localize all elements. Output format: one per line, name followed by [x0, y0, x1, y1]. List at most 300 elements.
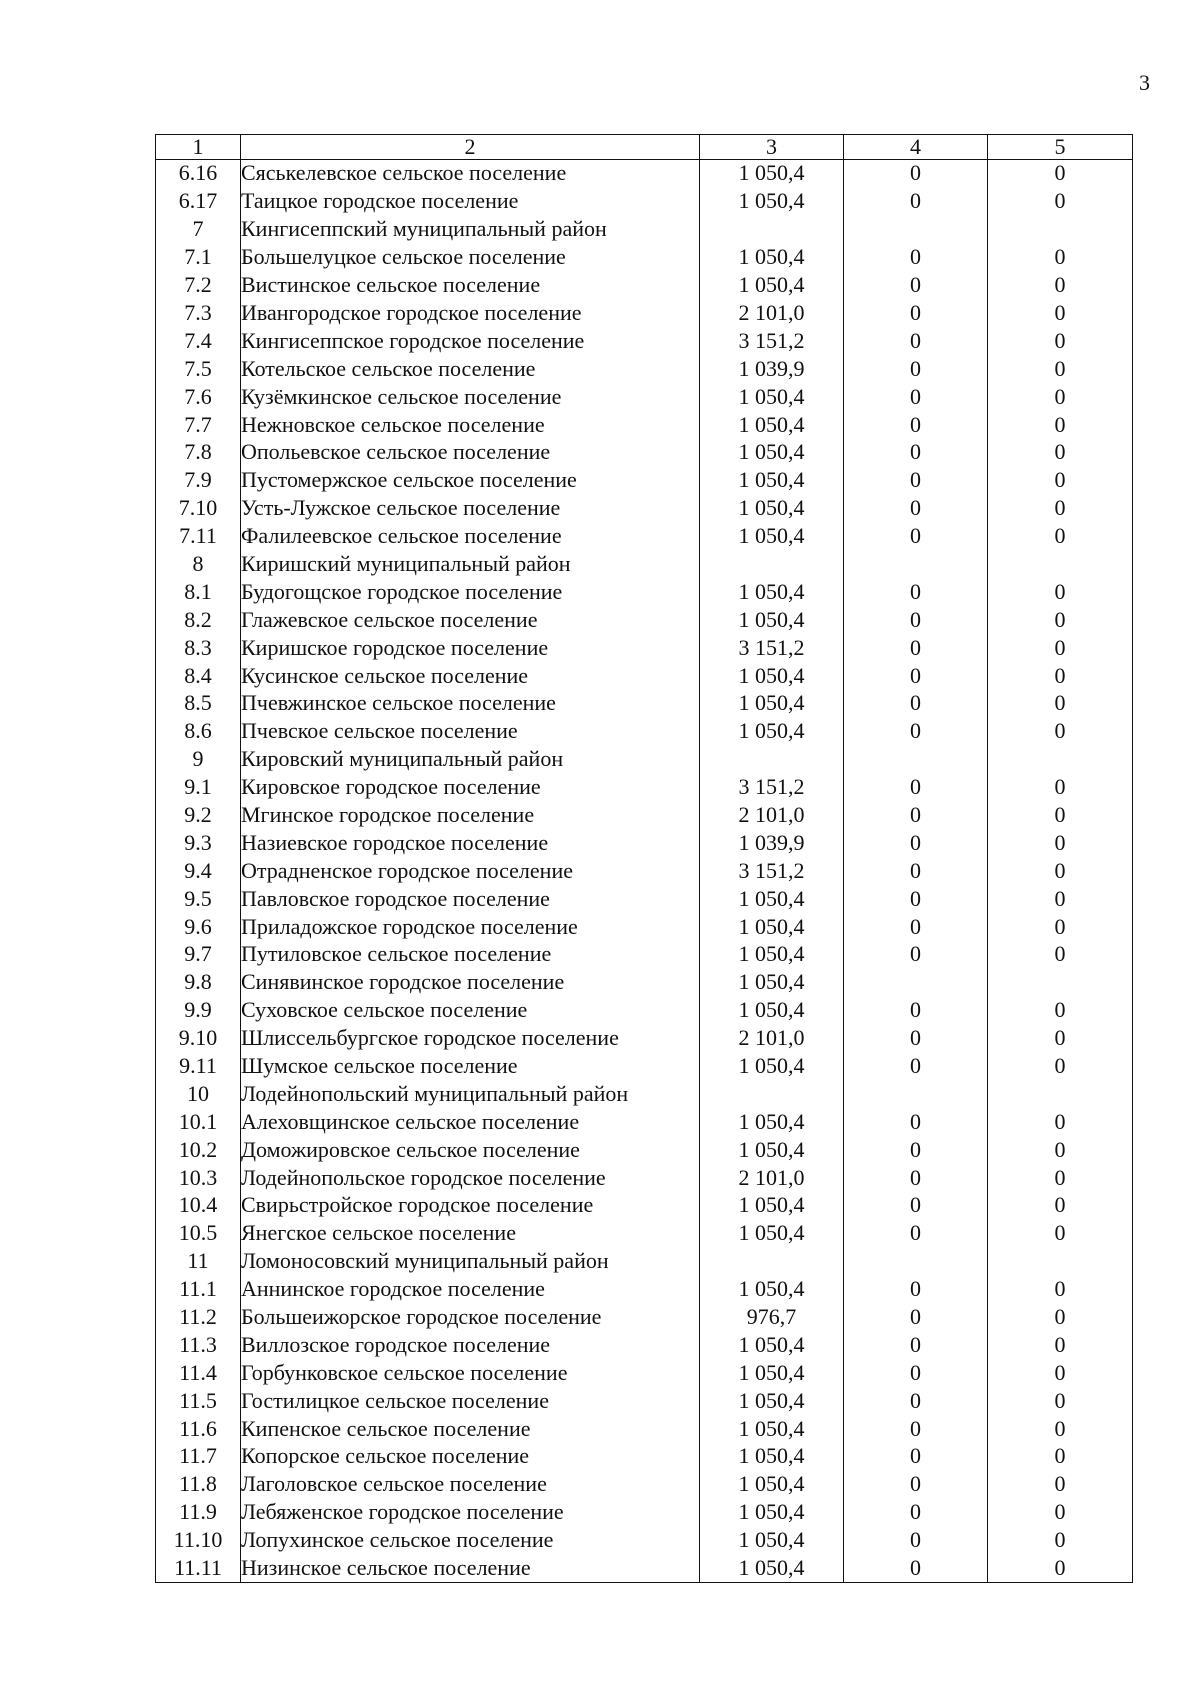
- settlement-name: Кипенское сельское поселение: [241, 1415, 700, 1443]
- column-5-value: 0: [988, 467, 1133, 495]
- table-body: [156, 160, 1133, 1583]
- row-number: 11.7: [156, 1443, 241, 1471]
- table-row: [156, 383, 1133, 411]
- column-3-value: 3 151,2: [700, 774, 844, 802]
- column-3-value: 1 050,4: [700, 1527, 844, 1555]
- column-4-value: 0: [844, 774, 988, 802]
- column-4-value: 0: [844, 1331, 988, 1359]
- column-5-value: 0: [988, 411, 1133, 439]
- table-header: [156, 135, 1133, 160]
- column-4-value: 0: [844, 913, 988, 941]
- column-5-value: 0: [988, 1331, 1133, 1359]
- column-5-value: 0: [988, 1053, 1133, 1081]
- row-number: 7.10: [156, 495, 241, 523]
- settlement-name: Кингисеппский муниципальный район: [241, 216, 700, 244]
- column-5-value: 0: [988, 160, 1133, 188]
- column-4-value: 0: [844, 1471, 988, 1499]
- column-3-value: 1 050,4: [700, 439, 844, 467]
- column-3-value: 1 050,4: [700, 188, 844, 216]
- column-4-value: 0: [844, 1164, 988, 1192]
- row-number: 10.2: [156, 1136, 241, 1164]
- column-3-value: 3 151,2: [700, 634, 844, 662]
- column-5-value: 0: [988, 439, 1133, 467]
- column-5-value: [988, 1248, 1133, 1276]
- column-3-value: 2 101,0: [700, 801, 844, 829]
- column-4-value: 0: [844, 1276, 988, 1304]
- column-4-value: 0: [844, 1443, 988, 1471]
- settlement-name: Низинское сельское поселение: [241, 1555, 700, 1583]
- column-3-value: 1 050,4: [700, 411, 844, 439]
- column-5-value: 0: [988, 801, 1133, 829]
- settlement-name: Пустомержское сельское поселение: [241, 467, 700, 495]
- column-4-value: 0: [844, 997, 988, 1025]
- column-3-value: 1 050,4: [700, 272, 844, 300]
- table-row: [156, 355, 1133, 383]
- table-row: [156, 578, 1133, 606]
- row-number: 9.8: [156, 969, 241, 997]
- column-4-value: 0: [844, 495, 988, 523]
- table-row: [156, 857, 1133, 885]
- column-5-value: 0: [988, 662, 1133, 690]
- column-4-value: [844, 1080, 988, 1108]
- table-row: [156, 662, 1133, 690]
- column-5-value: 0: [988, 578, 1133, 606]
- column-4-value: 0: [844, 885, 988, 913]
- settlement-name: Отрадненское городское поселение: [241, 857, 700, 885]
- settlement-name: Будогощское городское поселение: [241, 578, 700, 606]
- table-row: [156, 774, 1133, 802]
- column-header-1: 1: [156, 135, 241, 160]
- row-number: 8.3: [156, 634, 241, 662]
- column-5-value: 0: [988, 355, 1133, 383]
- table-row: [156, 606, 1133, 634]
- column-5-value: 0: [988, 1136, 1133, 1164]
- column-3-value: [700, 216, 844, 244]
- column-5-value: 0: [988, 1108, 1133, 1136]
- row-number: 8.5: [156, 690, 241, 718]
- table-row: [156, 1304, 1133, 1332]
- table-row: [156, 1415, 1133, 1443]
- column-5-value: 0: [988, 523, 1133, 551]
- settlement-name: Пчевжинское сельское поселение: [241, 690, 700, 718]
- column-3-value: 1 050,4: [700, 523, 844, 551]
- settlement-name: Назиевское городское поселение: [241, 829, 700, 857]
- column-4-value: 0: [844, 439, 988, 467]
- column-4-value: 0: [844, 690, 988, 718]
- column-3-value: 1 050,4: [700, 1387, 844, 1415]
- column-4-value: 0: [844, 662, 988, 690]
- column-3-value: 3 151,2: [700, 327, 844, 355]
- row-number: 7.9: [156, 467, 241, 495]
- table-row: [156, 1136, 1133, 1164]
- allocation-table: [155, 134, 1133, 1583]
- row-number: 9.6: [156, 913, 241, 941]
- row-number: 11.10: [156, 1527, 241, 1555]
- settlement-name: Гостилицкое сельское поселение: [241, 1387, 700, 1415]
- settlement-name: Путиловское сельское поселение: [241, 941, 700, 969]
- column-5-value: 0: [988, 941, 1133, 969]
- settlement-name: Ломоносовский муниципальный район: [241, 1248, 700, 1276]
- row-number: 11.8: [156, 1471, 241, 1499]
- row-number: 10.5: [156, 1220, 241, 1248]
- settlement-name: Кусинское сельское поселение: [241, 662, 700, 690]
- column-5-value: 0: [988, 1359, 1133, 1387]
- table-row: [156, 1555, 1133, 1583]
- table-row: [156, 1192, 1133, 1220]
- settlement-name: Котельское сельское поселение: [241, 355, 700, 383]
- column-5-value: 0: [988, 1499, 1133, 1527]
- column-4-value: 0: [844, 1415, 988, 1443]
- row-number: 10: [156, 1080, 241, 1108]
- column-3-value: 1 050,4: [700, 1053, 844, 1081]
- column-header-2: 2: [241, 135, 700, 160]
- column-5-value: 0: [988, 1276, 1133, 1304]
- settlement-name: Глажевское сельское поселение: [241, 606, 700, 634]
- column-4-value: [844, 550, 988, 578]
- settlement-name: Копорское сельское поселение: [241, 1443, 700, 1471]
- table-row: [156, 801, 1133, 829]
- column-5-value: 0: [988, 1471, 1133, 1499]
- column-4-value: [844, 216, 988, 244]
- settlement-name: Доможировское сельское поселение: [241, 1136, 700, 1164]
- column-5-value: 0: [988, 1555, 1133, 1583]
- column-3-value: 1 050,4: [700, 1108, 844, 1136]
- settlement-name: Киришский муниципальный район: [241, 550, 700, 578]
- row-number: 11.6: [156, 1415, 241, 1443]
- table-row: [156, 1108, 1133, 1136]
- column-4-value: 0: [844, 244, 988, 272]
- row-number: 7.1: [156, 244, 241, 272]
- column-4-value: 0: [844, 1192, 988, 1220]
- column-3-value: 1 050,4: [700, 885, 844, 913]
- row-number: 7.8: [156, 439, 241, 467]
- table-row: [156, 913, 1133, 941]
- column-5-value: 0: [988, 188, 1133, 216]
- row-number: 9.7: [156, 941, 241, 969]
- row-number: 8.1: [156, 578, 241, 606]
- table-row: [156, 216, 1133, 244]
- column-4-value: 0: [844, 411, 988, 439]
- settlement-name: Янегское сельское поселение: [241, 1220, 700, 1248]
- column-4-value: 0: [844, 1053, 988, 1081]
- column-5-value: 0: [988, 1527, 1133, 1555]
- row-number: 11.5: [156, 1387, 241, 1415]
- page-number: 3: [1139, 70, 1150, 95]
- column-3-value: [700, 550, 844, 578]
- column-4-value: 0: [844, 188, 988, 216]
- column-5-value: 0: [988, 1220, 1133, 1248]
- column-4-value: 0: [844, 523, 988, 551]
- settlement-name: Кузёмкинское сельское поселение: [241, 383, 700, 411]
- table-row: [156, 495, 1133, 523]
- row-number: 6.17: [156, 188, 241, 216]
- column-3-value: 1 050,4: [700, 1136, 844, 1164]
- column-4-value: 0: [844, 634, 988, 662]
- table-row: [156, 829, 1133, 857]
- settlement-name: Фалилеевское сельское поселение: [241, 523, 700, 551]
- table-row: [156, 327, 1133, 355]
- column-3-value: 1 050,4: [700, 1276, 844, 1304]
- settlement-name: Шлиссельбургское городское поселение: [241, 1025, 700, 1053]
- table-row: [156, 188, 1133, 216]
- row-number: 8.2: [156, 606, 241, 634]
- settlement-name: Лодейнопольский муниципальный район: [241, 1080, 700, 1108]
- row-number: 7.7: [156, 411, 241, 439]
- column-4-value: [844, 746, 988, 774]
- settlement-name: Мгинское городское поселение: [241, 801, 700, 829]
- settlement-name: Сяськелевское сельское поселение: [241, 160, 700, 188]
- table-row: [156, 299, 1133, 327]
- row-number: 7.4: [156, 327, 241, 355]
- settlement-name: Вистинское сельское поселение: [241, 272, 700, 300]
- row-number: 11: [156, 1248, 241, 1276]
- row-number: 8.6: [156, 718, 241, 746]
- row-number: 8: [156, 550, 241, 578]
- column-header-3: 3: [700, 135, 844, 160]
- column-3-value: 1 050,4: [700, 160, 844, 188]
- column-3-value: 1 050,4: [700, 718, 844, 746]
- row-number: 9.11: [156, 1053, 241, 1081]
- column-4-value: 0: [844, 718, 988, 746]
- column-3-value: 1 050,4: [700, 1499, 844, 1527]
- settlement-name: Таицкое городское поселение: [241, 188, 700, 216]
- table-row: [156, 1443, 1133, 1471]
- settlement-name: Кингисеппское городское поселение: [241, 327, 700, 355]
- column-3-value: 2 101,0: [700, 1025, 844, 1053]
- settlement-name: Кировское городское поселение: [241, 774, 700, 802]
- column-5-value: 0: [988, 495, 1133, 523]
- column-3-value: 1 050,4: [700, 1359, 844, 1387]
- table-row: [156, 523, 1133, 551]
- row-number: 11.2: [156, 1304, 241, 1332]
- settlement-name: Лодейнопольское городское поселение: [241, 1164, 700, 1192]
- settlement-name: Лебяженское городское поселение: [241, 1499, 700, 1527]
- column-3-value: [700, 746, 844, 774]
- column-3-value: 1 050,4: [700, 997, 844, 1025]
- table-row: [156, 1499, 1133, 1527]
- column-5-value: 0: [988, 299, 1133, 327]
- column-5-value: 0: [988, 1304, 1133, 1332]
- settlement-name: Аннинское городское поселение: [241, 1276, 700, 1304]
- table-row: [156, 272, 1133, 300]
- table-row: [156, 1387, 1133, 1415]
- row-number: 10.3: [156, 1164, 241, 1192]
- table-row: [156, 1276, 1133, 1304]
- column-4-value: 0: [844, 355, 988, 383]
- settlement-name: Кировский муниципальный район: [241, 746, 700, 774]
- settlement-name: Горбунковское сельское поселение: [241, 1359, 700, 1387]
- settlement-name: Виллозское городское поселение: [241, 1331, 700, 1359]
- header-row: [156, 135, 1133, 160]
- column-5-value: 0: [988, 885, 1133, 913]
- table-row: [156, 1471, 1133, 1499]
- column-5-value: 0: [988, 690, 1133, 718]
- table-row: [156, 997, 1133, 1025]
- column-4-value: 0: [844, 801, 988, 829]
- column-4-value: 0: [844, 327, 988, 355]
- column-5-value: 0: [988, 718, 1133, 746]
- column-3-value: 1 050,4: [700, 606, 844, 634]
- column-3-value: 1 050,4: [700, 495, 844, 523]
- column-4-value: 0: [844, 1555, 988, 1583]
- column-3-value: 1 050,4: [700, 690, 844, 718]
- column-3-value: 1 039,9: [700, 355, 844, 383]
- column-4-value: 0: [844, 272, 988, 300]
- settlement-name: Синявинское городское поселение: [241, 969, 700, 997]
- row-number: 9.3: [156, 829, 241, 857]
- row-number: 11.9: [156, 1499, 241, 1527]
- row-number: 7: [156, 216, 241, 244]
- row-number: 6.16: [156, 160, 241, 188]
- row-number: 9.4: [156, 857, 241, 885]
- settlement-name: Пчевское сельское поселение: [241, 718, 700, 746]
- column-5-value: 0: [988, 1164, 1133, 1192]
- column-5-value: 0: [988, 857, 1133, 885]
- column-4-value: 0: [844, 1499, 988, 1527]
- row-number: 7.6: [156, 383, 241, 411]
- column-header-5: 5: [988, 135, 1133, 160]
- column-5-value: 0: [988, 244, 1133, 272]
- settlement-name: Суховское сельское поселение: [241, 997, 700, 1025]
- column-3-value: 2 101,0: [700, 299, 844, 327]
- column-3-value: 1 050,4: [700, 969, 844, 997]
- settlement-name: Свирьстройское городское поселение: [241, 1192, 700, 1220]
- column-3-value: 1 050,4: [700, 662, 844, 690]
- column-5-value: 0: [988, 997, 1133, 1025]
- table-row: [156, 1359, 1133, 1387]
- column-5-value: 0: [988, 1415, 1133, 1443]
- row-number: 9.5: [156, 885, 241, 913]
- row-number: 8.4: [156, 662, 241, 690]
- table-row: [156, 634, 1133, 662]
- row-number: 10.4: [156, 1192, 241, 1220]
- table-row: [156, 885, 1133, 913]
- column-4-value: 0: [844, 1108, 988, 1136]
- column-5-value: [988, 1080, 1133, 1108]
- row-number: 9.1: [156, 774, 241, 802]
- column-3-value: 1 050,4: [700, 244, 844, 272]
- row-number: 11.3: [156, 1331, 241, 1359]
- settlement-name: Опольевское сельское поселение: [241, 439, 700, 467]
- column-header-4: 4: [844, 135, 988, 160]
- column-3-value: 1 050,4: [700, 1415, 844, 1443]
- column-4-value: 0: [844, 941, 988, 969]
- column-3-value: 1 050,4: [700, 1220, 844, 1248]
- table-row: [156, 550, 1133, 578]
- column-3-value: 3 151,2: [700, 857, 844, 885]
- settlement-name: Ивангородское городское поселение: [241, 299, 700, 327]
- table-row: [156, 467, 1133, 495]
- column-3-value: 1 050,4: [700, 1331, 844, 1359]
- column-3-value: [700, 1248, 844, 1276]
- row-number: 11.11: [156, 1555, 241, 1583]
- column-5-value: [988, 746, 1133, 774]
- row-number: 11.4: [156, 1359, 241, 1387]
- table-row: [156, 1080, 1133, 1108]
- column-3-value: 1 050,4: [700, 578, 844, 606]
- column-5-value: 0: [988, 1387, 1133, 1415]
- table-row: [156, 718, 1133, 746]
- column-4-value: 0: [844, 1527, 988, 1555]
- column-4-value: 0: [844, 1304, 988, 1332]
- column-4-value: 0: [844, 467, 988, 495]
- settlement-name: Нежновское сельское поселение: [241, 411, 700, 439]
- column-5-value: 0: [988, 1192, 1133, 1220]
- column-4-value: 0: [844, 606, 988, 634]
- column-5-value: 0: [988, 606, 1133, 634]
- table-row: [156, 1248, 1133, 1276]
- column-5-value: [988, 550, 1133, 578]
- column-3-value: [700, 1080, 844, 1108]
- column-4-value: 0: [844, 857, 988, 885]
- column-3-value: 1 050,4: [700, 1471, 844, 1499]
- settlement-name: Большелуцкое сельское поселение: [241, 244, 700, 272]
- table-row: [156, 1025, 1133, 1053]
- table-row: [156, 746, 1133, 774]
- column-4-value: 0: [844, 1387, 988, 1415]
- column-4-value: 0: [844, 1359, 988, 1387]
- column-4-value: 0: [844, 383, 988, 411]
- column-3-value: 1 050,4: [700, 1443, 844, 1471]
- column-5-value: 0: [988, 327, 1133, 355]
- column-5-value: 0: [988, 829, 1133, 857]
- column-4-value: 0: [844, 578, 988, 606]
- column-3-value: 1 050,4: [700, 383, 844, 411]
- column-5-value: 0: [988, 774, 1133, 802]
- column-3-value: 1 039,9: [700, 829, 844, 857]
- table-row: [156, 244, 1133, 272]
- column-5-value: 0: [988, 272, 1133, 300]
- row-number: 7.2: [156, 272, 241, 300]
- settlement-name: Лаголовское сельское поселение: [241, 1471, 700, 1499]
- column-4-value: 0: [844, 299, 988, 327]
- table-row: [156, 160, 1133, 188]
- column-3-value: 1 050,4: [700, 1555, 844, 1583]
- settlement-name: Лопухинское сельское поселение: [241, 1527, 700, 1555]
- settlement-name: Киришское городское поселение: [241, 634, 700, 662]
- column-4-value: 0: [844, 1136, 988, 1164]
- table-row: [156, 439, 1133, 467]
- column-4-value: 0: [844, 1025, 988, 1053]
- column-3-value: 1 050,4: [700, 913, 844, 941]
- column-5-value: 0: [988, 913, 1133, 941]
- row-number: 9.9: [156, 997, 241, 1025]
- column-5-value: 0: [988, 634, 1133, 662]
- row-number: 7.5: [156, 355, 241, 383]
- settlement-name: Шумское сельское поселение: [241, 1053, 700, 1081]
- table-row: [156, 1164, 1133, 1192]
- column-5-value: 0: [988, 1443, 1133, 1471]
- column-5-value: 0: [988, 383, 1133, 411]
- column-3-value: 1 050,4: [700, 467, 844, 495]
- column-4-value: [844, 969, 988, 997]
- table-row: [156, 1220, 1133, 1248]
- settlement-name: Павловское городское поселение: [241, 885, 700, 913]
- column-5-value: [988, 216, 1133, 244]
- table-row: [156, 1053, 1133, 1081]
- table-row: [156, 1527, 1133, 1555]
- row-number: 9.10: [156, 1025, 241, 1053]
- column-4-value: 0: [844, 160, 988, 188]
- column-4-value: 0: [844, 1220, 988, 1248]
- settlement-name: Усть-Лужское сельское поселение: [241, 495, 700, 523]
- settlement-name: Большеижорское городское поселение: [241, 1304, 700, 1332]
- table-row: [156, 411, 1133, 439]
- row-number: 9.2: [156, 801, 241, 829]
- column-5-value: 0: [988, 1025, 1133, 1053]
- table-row: [156, 1331, 1133, 1359]
- settlement-name: Приладожское городское поселение: [241, 913, 700, 941]
